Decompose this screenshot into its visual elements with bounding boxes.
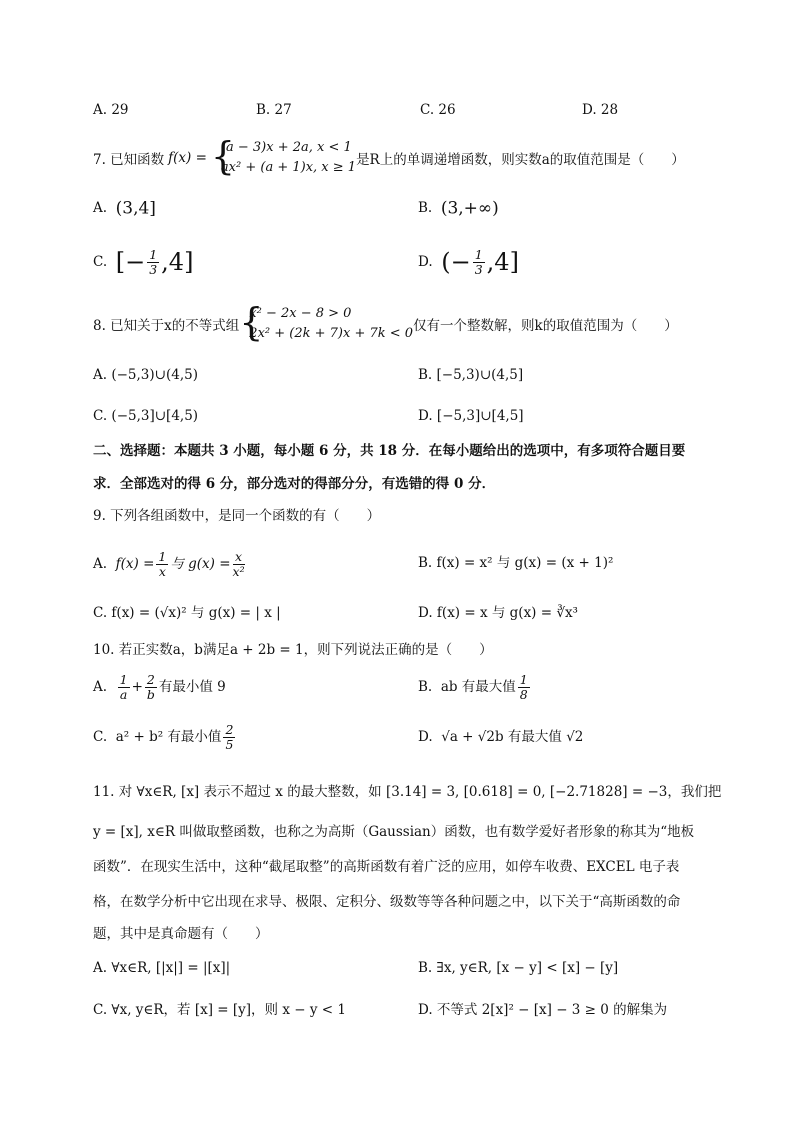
section-2-header-line-1: 二、选择题：本题共 3 小题，每小题 6 分，共 18 分．在每小题给出的选项中，有多项符合题目要 xyxy=(93,443,686,459)
section-2-header-line-2: 求．全部选对的得 6 分，部分选对的得部分分，有选错的得 0 分． xyxy=(93,476,496,492)
q9-option-a: A. f(x) = $\frac{1}{x}$ 与 g(x) = $\frac{x}{\text{x²}}$ xyxy=(93,548,245,579)
q6-option-a: A. 29 xyxy=(93,102,129,118)
q7-func: f(x) = xyxy=(168,150,207,166)
q10-stem: 10. 若正实数a，b满足a + 2b = 1，则下列说法正确的是（ ） xyxy=(93,642,493,658)
q7-suffix: 是R上的单调递增函数，则实数a的取值范围是（ ） xyxy=(356,152,685,168)
q7-option-c: C. [− $\frac{1}{3}$ ,4] xyxy=(93,246,194,277)
q7-option-a: A. (3,4] xyxy=(93,198,156,219)
q11-option-d: D. 不等式 2[x]² − [x] − 3 ≥ 0 的解集为 xyxy=(418,1002,668,1018)
q11-line-5: 题，其中是真命题有（ ） xyxy=(93,926,269,942)
q10-option-c: C. a² + b² 有最小值 $\frac{2}{5}$ xyxy=(93,721,234,752)
q11-option-b: B. ∃x, y∈R, [x − y] < [x] − [y] xyxy=(418,960,619,976)
q6-option-b: B. 27 xyxy=(256,102,292,118)
q11-line-1: 11. 对 ∀x∈R, [x] 表示不超过 x 的最大整数，如 [3.14] = 3, [0.618] = 0, [−2.71828] = −3，我们把 xyxy=(93,784,722,800)
q8-stem xyxy=(93,302,678,346)
q8-prefix: 8. 已知关于x的不等式组 xyxy=(93,318,240,334)
q8-suffix: 仅有一个整数解，则k的取值范围为（ ） xyxy=(413,318,678,334)
q11-option-a: A. ∀x∈R, [|x|] = |[x]| xyxy=(93,960,231,976)
q7-piecewise: { (a − 3)x + 2a, x < 1 ax² + (a + 1)x, x ≥ 1 xyxy=(210,134,357,178)
q8-case-1: x² − 2x − 8 > 0 xyxy=(249,306,352,321)
q9-option-c: C. f(x) = (√x)² 与 g(x) = | x | xyxy=(93,605,281,621)
q10-option-d: D. √a + √2b 有最大值 √2 xyxy=(418,729,584,745)
q11-line-4: 格，在数学分析中它出现在求导、极限、定积分、级数等等各种问题之中，以下关于“高斯函数的命 xyxy=(93,894,681,910)
q11-line-2: y = [x], x∈R 叫做取整函数，也称之为高斯（Gaussian）函数，也有数学爱好者形象的称其为“地板 xyxy=(93,824,695,840)
q8-system: { x² − 2x − 8 > 0 2x² + (2k + 7)x + 7k < 0 xyxy=(239,300,414,344)
q11-option-c: C. ∀x, y∈R，若 [x] = [y]，则 x − y < 1 xyxy=(93,1002,346,1018)
q7-case-2: ax² + (a + 1)x, x ≥ 1 xyxy=(220,160,357,175)
q7-case-1: (a − 3)x + 2a, x < 1 xyxy=(220,140,352,155)
q8-case-2: 2x² + (2k + 7)x + 7k < 0 xyxy=(249,326,414,341)
q8-option-b: B. [−5,3)∪(4,5] xyxy=(418,367,524,383)
q7-option-b: B. (3,+∞) xyxy=(418,198,499,219)
q11-line-3: 函数”．在现实生活中，这种“截尾取整”的高斯函数有着广泛的应用，如停车收费、EXCEL 电子表 xyxy=(93,859,680,875)
q8-option-c: C. (−5,3]∪[4,5) xyxy=(93,408,199,424)
q6-option-d: D. 28 xyxy=(582,102,619,118)
q8-option-a: A. (−5,3)∪(4,5) xyxy=(93,367,198,383)
q7-prefix: 7. 已知函数 xyxy=(93,152,165,168)
q8-option-d: D. [−5,3]∪[4,5] xyxy=(418,408,524,424)
q7-option-d: D. (− $\frac{1}{3}$ ,4] xyxy=(418,246,519,277)
q6-option-c: C. 26 xyxy=(420,102,456,118)
q9-option-d: D. f(x) = x 与 g(x) = ∛x³ xyxy=(418,605,578,621)
q7-stem xyxy=(93,136,685,180)
q10-option-b: B. ab 有最大值 $\frac{1}{8}$ xyxy=(418,671,528,702)
q9-stem: 9. 下列各组函数中，是同一个函数的有（ ） xyxy=(93,508,381,524)
q10-option-a: A. $\frac{1}{a}$ + $\frac{2}{b}$ 有最小值 9 xyxy=(93,671,226,702)
q9-option-b: B. f(x) = x² 与 g(x) = (x + 1)² xyxy=(418,555,614,571)
